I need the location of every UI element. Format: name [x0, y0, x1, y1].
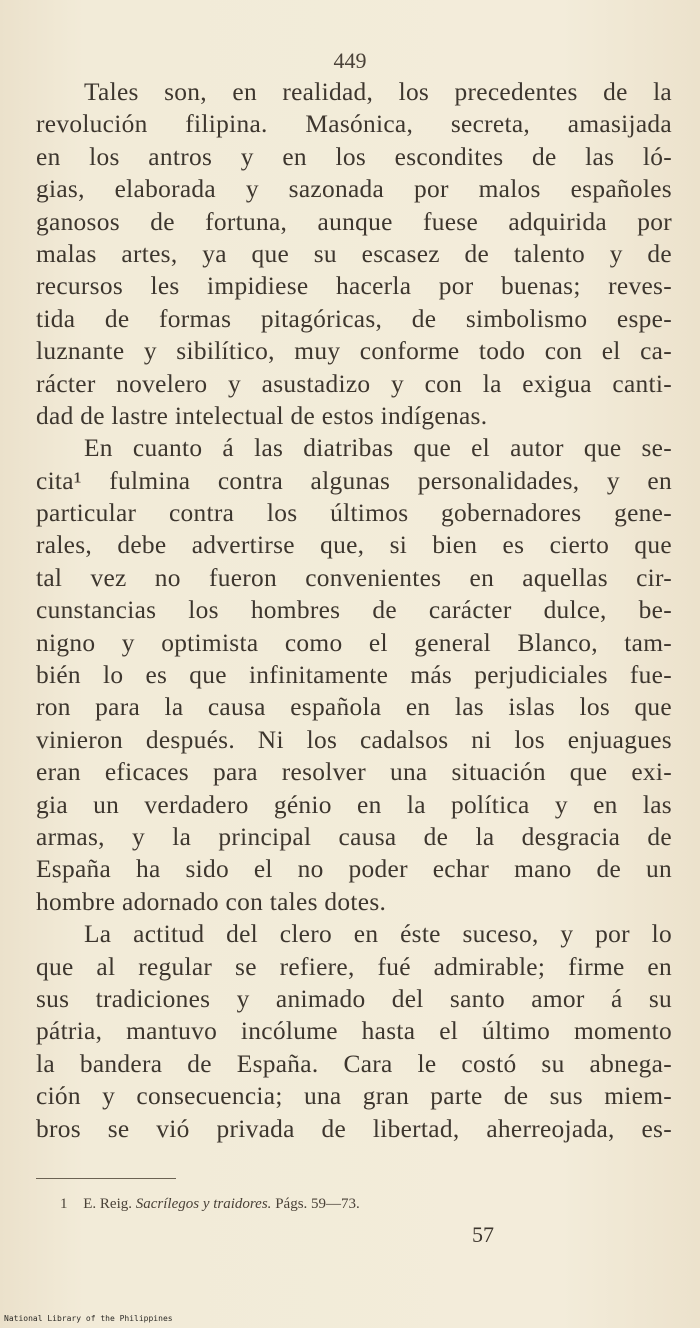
- text-line: armas, y la principal causa de la desgracia de: [36, 822, 672, 851]
- text-line: dad de lastre intelectual de estos indígenas.: [36, 401, 488, 430]
- page-number: 449: [333, 48, 367, 73]
- text-line: bros se vió privada de libertad, aherreojada, es-: [36, 1114, 672, 1143]
- text-line: pátria, mantuvo incólume hasta el último momento: [36, 1017, 672, 1046]
- text-line: particular contra los últimos gobernadores gene-: [36, 499, 672, 528]
- text-line: tida de formas pitagóricas, de simbolismo espe-: [36, 304, 672, 333]
- footnote-author: E. Reig.: [83, 1196, 132, 1212]
- text-line: gia un verdadero génio en la política y en las: [36, 790, 672, 819]
- footnote-rule: [36, 1178, 176, 1179]
- text-line: luznante y sibilítico, muy conforme todo con el ca-: [36, 337, 672, 366]
- footnote-pages: Págs. 59—73.: [275, 1196, 360, 1212]
- text-line: cunstancias los hombres de carácter dulce, be-: [36, 596, 672, 625]
- text-line: vinieron después. Ni los cadalsos ni los enjuagues: [36, 725, 672, 754]
- text-line: Tales son, en realidad, los precedentes de la: [84, 78, 672, 106]
- text-line: malas artes, ya que su escasez de talento y de: [36, 239, 672, 268]
- text-line: eran eficaces para resolver una situación que exi-: [36, 758, 672, 787]
- text-line: rácter novelero y asustadizo y con la exigua canti-: [36, 369, 672, 398]
- text-line: recursos les impidiese hacerla por buenas; reves-: [36, 272, 672, 301]
- body-text: [36, 76, 672, 1145]
- library-credit: National Library of the Philippines: [4, 1314, 173, 1323]
- text-line: gias, elaborada y sazonada por malos españoles: [36, 175, 672, 204]
- text-line: ción y consecuencia; una gran parte de sus miem-: [36, 1082, 672, 1111]
- text-line: nigno y optimista como el general Blanco, tam-: [36, 628, 672, 657]
- text-line: La actitud del clero en éste suceso, y por lo: [84, 920, 672, 949]
- text-line: En cuanto á las diatribas que el autor que se-: [84, 434, 672, 463]
- text-line: bién lo es que infinitamente más perjudiciales fue-: [36, 661, 672, 690]
- printer-signature: 57: [472, 1222, 494, 1247]
- footnote-title: Sacrílegos y traidores.: [135, 1196, 272, 1212]
- text-line: tal vez no fueron convenientes en aquellas cir-: [36, 563, 672, 592]
- footnote-mark: 1: [60, 1196, 68, 1212]
- footnote: [60, 1196, 360, 1213]
- text-line: ganosos de fortuna, aunque fuese adquirida por: [36, 207, 672, 236]
- text-line: la bandera de España. Cara le costó su abnega-: [36, 1049, 672, 1078]
- text-line: ron para la causa española en las islas los que: [36, 693, 672, 722]
- text-line: rales, debe advertirse que, si bien es cierto que: [36, 531, 672, 560]
- text-line: sus tradiciones y animado del santo amor á su: [36, 984, 672, 1013]
- text-line: en los antros y en los escondites de las ló-: [36, 142, 672, 171]
- text-line: hombre adornado con tales dotes.: [36, 887, 387, 916]
- text-line: cita¹ fulmina contra algunas personalidades, y en: [36, 466, 672, 495]
- text-line: España ha sido el no poder echar mano de un: [36, 855, 672, 884]
- text-line: que al regular se refiere, fué admirable; firme en: [36, 952, 672, 981]
- text-line: revolución filipina. Masónica, secreta, amasijada: [36, 110, 672, 139]
